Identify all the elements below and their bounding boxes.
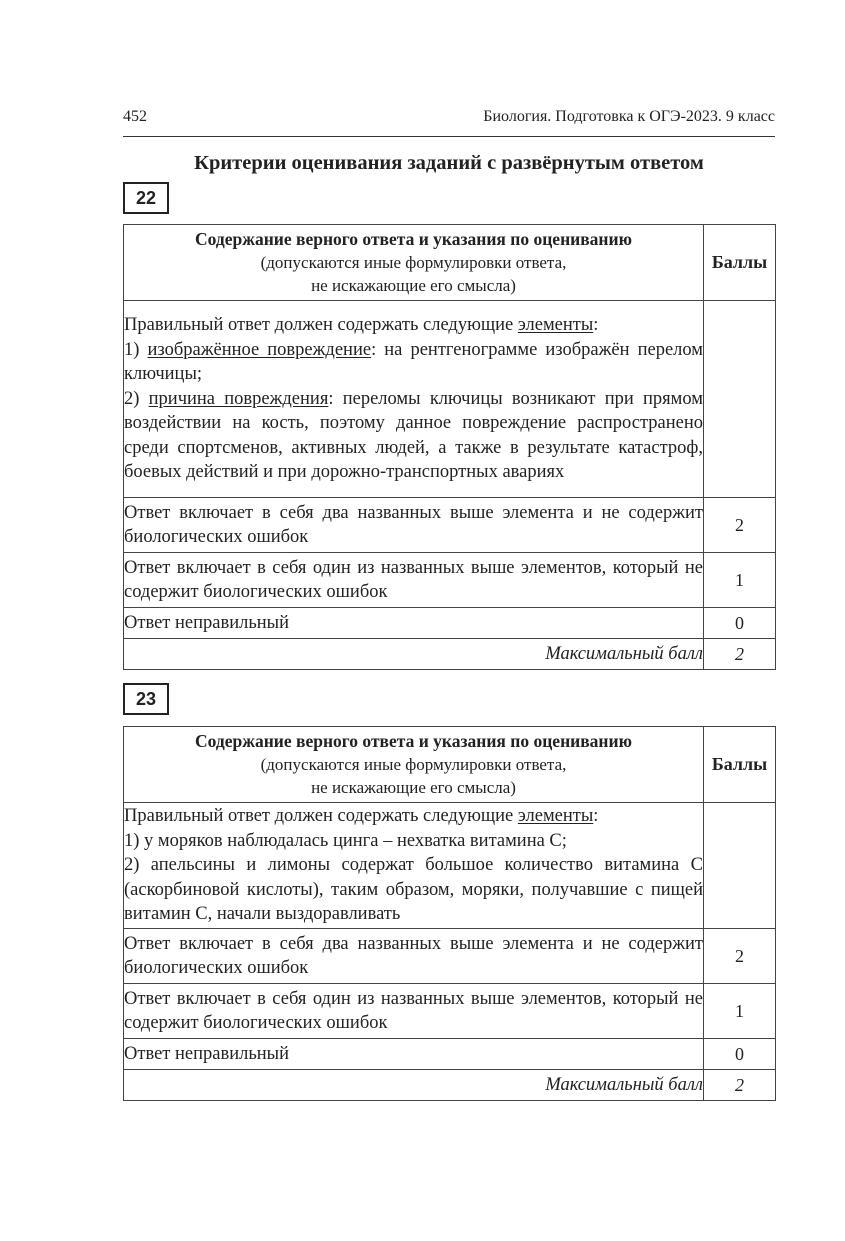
criteria-score: 2 — [704, 498, 776, 553]
content-header-title: Содержание верного ответа и указания по оцениванию — [195, 731, 632, 751]
answer-item-number: 2) — [124, 388, 149, 409]
answer-item-text: : на рентгенограмме изображён перелом ключицы; — [124, 339, 703, 385]
answer-intro-term: элементы — [517, 806, 594, 827]
criteria-score: 0 — [704, 1039, 776, 1070]
answer-intro: Правильный ответ должен содержать следующие — [124, 315, 518, 336]
table-header-row — [124, 727, 776, 803]
criteria-text: Ответ включает в себя один из названных выше элементов, который не содержит биологических ошибок — [124, 984, 704, 1039]
criteria-row — [124, 553, 776, 608]
criteria-table-22 — [123, 224, 776, 670]
answer-item-term: изображённое повреждение — [147, 339, 372, 360]
answer-intro-term: элементы — [517, 315, 594, 336]
max-score-label: Максимальный балл — [124, 1070, 704, 1101]
answer-intro-end: : — [593, 315, 599, 336]
answer-item-term: причина повреждения — [148, 388, 329, 409]
content-header-cell — [124, 225, 704, 301]
answer-item: 1) у моряков наблюдалась цинга – нехватка витамина С; — [124, 830, 567, 851]
page-header — [123, 108, 775, 137]
content-header-note: (допускаются иные формулировки ответа, — [260, 253, 567, 272]
criteria-table-23 — [123, 726, 776, 1101]
answer-content — [124, 301, 704, 498]
content-header-cell — [124, 727, 704, 803]
max-score-row — [124, 639, 776, 670]
max-score-value: 2 — [704, 639, 776, 670]
criteria-text: Ответ включает в себя два названных выше элемента и не содержит биологических ошибок — [124, 498, 704, 553]
content-header-title: Содержание верного ответа и указания по оцениванию — [195, 229, 632, 249]
criteria-row — [124, 498, 776, 553]
score-header: Баллы — [704, 225, 776, 301]
answer-row — [124, 803, 776, 929]
task-number-23: 23 — [123, 683, 169, 715]
criteria-text: Ответ неправильный — [124, 1039, 704, 1070]
criteria-row — [124, 608, 776, 639]
criteria-text: Ответ включает в себя один из названных выше элементов, который не содержит биологических ошибок — [124, 553, 704, 608]
max-score-value: 2 — [704, 1070, 776, 1101]
criteria-text: Ответ включает в себя два названных выше элемента и не содержит биологических ошибок — [124, 929, 704, 984]
content-header-note: не искажающие его смысла) — [311, 778, 516, 797]
answer-item-text: : переломы ключицы возникают при прямом воздействии на кость, поэтому данное повреждение распространено среди спортсменов, активных людей, а также в результате катастроф, боевых действий и при дорожно-транспортных авариях — [124, 388, 703, 483]
criteria-score: 1 — [704, 553, 776, 608]
criteria-text: Ответ неправильный — [124, 608, 704, 639]
answer-content — [124, 803, 704, 929]
page-number: 452 — [123, 108, 147, 125]
content-header-note: не искажающие его смысла) — [311, 276, 516, 295]
max-score-label: Максимальный балл — [124, 639, 704, 670]
criteria-score: 1 — [704, 984, 776, 1039]
max-score-row — [124, 1070, 776, 1101]
score-header: Баллы — [704, 727, 776, 803]
criteria-row — [124, 1039, 776, 1070]
section-title: Критерии оценивания заданий с развёрнутым ответом — [194, 152, 704, 174]
criteria-score: 0 — [704, 608, 776, 639]
answer-intro: Правильный ответ должен содержать следующие — [124, 806, 518, 827]
table-header-row — [124, 225, 776, 301]
answer-score-cell — [704, 301, 776, 498]
content-header-note: (допускаются иные формулировки ответа, — [260, 755, 567, 774]
answer-score-cell — [704, 803, 776, 929]
criteria-score: 2 — [704, 929, 776, 984]
answer-item: 2) апельсины и лимоны содержат большое количество витамина С (аскорбиновой кислоты), таким образом, моряки, получавшие с пищей витамин С, начали выздоравливать — [124, 855, 703, 925]
book-title: Биология. Подготовка к ОГЭ-2023. 9 класс — [483, 108, 775, 125]
answer-item-number: 1) — [124, 339, 148, 360]
criteria-row — [124, 929, 776, 984]
task-number-22: 22 — [123, 182, 169, 214]
answer-intro-end: : — [593, 806, 599, 827]
answer-row — [124, 301, 776, 498]
criteria-row — [124, 984, 776, 1039]
